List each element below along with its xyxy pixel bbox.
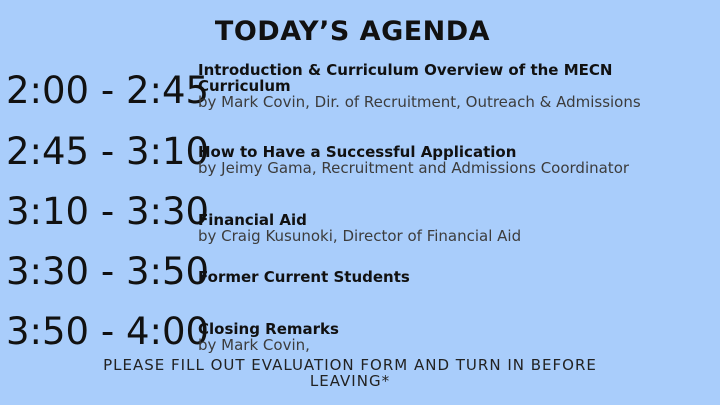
agenda-topic-continued: Curriculum xyxy=(198,77,291,95)
agenda-topic: Former Current Students xyxy=(198,268,410,286)
agenda-topic: Financial Aid xyxy=(198,211,307,229)
slide-title: TODAY’S AGENDA xyxy=(214,16,491,47)
agenda-speaker: by Mark Covin, Dir. of Recruitment, Outreach & Admissions xyxy=(198,93,641,111)
agenda-description xyxy=(198,144,629,176)
agenda-speaker: by Craig Kusunoki, Director of Financial Aid xyxy=(198,227,522,245)
agenda-description xyxy=(198,269,410,285)
agenda-description xyxy=(198,212,521,244)
agenda-time: 3:30 - 3:50 xyxy=(6,250,210,293)
agenda-time: 3:10 - 3:30 xyxy=(6,190,210,233)
evaluation-notice xyxy=(95,357,605,389)
agenda-topic: Introduction & Curriculum Overview of the MECN xyxy=(198,61,613,79)
agenda-time: 2:00 - 2:45 xyxy=(6,69,210,112)
evaluation-notice-line-1: PLEASE FILL OUT EVALUATION FORM AND TURN IN BEFORE xyxy=(103,356,597,374)
agenda-description xyxy=(198,321,339,353)
agenda-speaker: by Mark Covin, xyxy=(198,336,310,354)
agenda-topic: Closing Remarks xyxy=(198,320,339,338)
agenda-time: 2:45 - 3:10 xyxy=(6,130,210,173)
agenda-speaker: by Jeimy Gama, Recruitment and Admissions Coordinator xyxy=(198,159,630,177)
evaluation-notice-line-2: LEAVING* xyxy=(309,372,391,390)
agenda-description xyxy=(198,62,641,110)
agenda-time: 3:50 - 4:00 xyxy=(6,310,210,353)
agenda-topic: How to Have a Successful Application xyxy=(198,143,517,161)
